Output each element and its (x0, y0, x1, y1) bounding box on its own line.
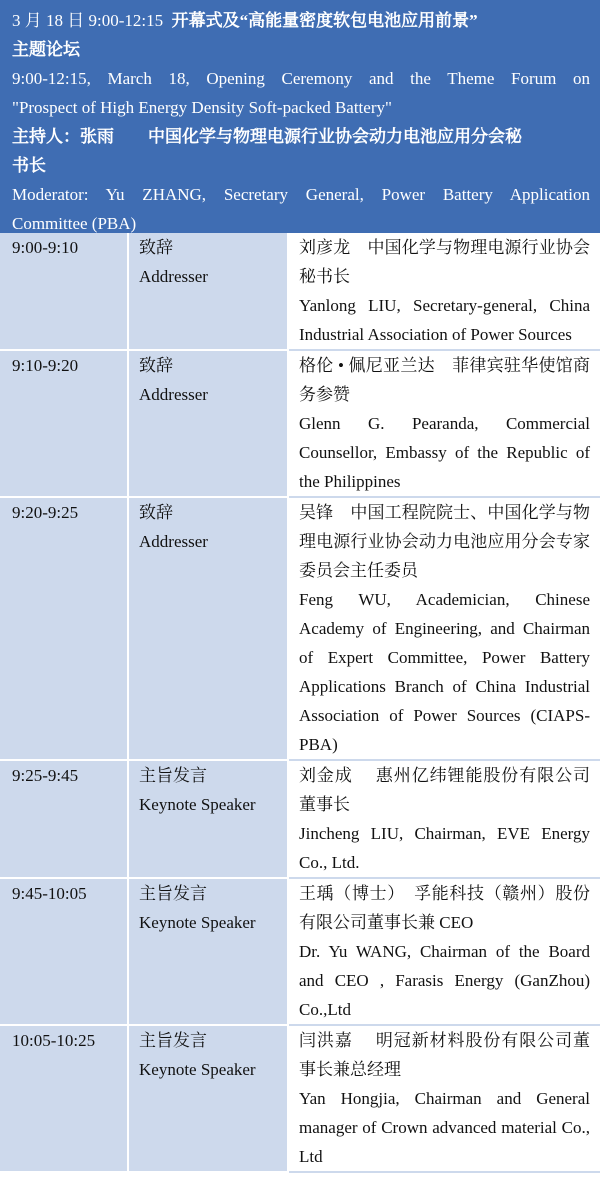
speaker-cn: 格伦 • 佩尼亚兰达 菲律宾驻华使馆商务参赞 (299, 356, 590, 404)
time-slot: 9:45-10:05 (0, 878, 128, 1025)
speaker-cell (288, 233, 600, 350)
role-cn: 致辞 (139, 503, 173, 522)
role-cell (128, 1025, 288, 1172)
speaker-cell (288, 878, 600, 1025)
agenda-row (0, 878, 600, 1025)
speaker-cell (288, 1025, 600, 1172)
session-header (0, 0, 600, 233)
role-en: Keynote Speaker (139, 1060, 256, 1079)
speaker-cell (288, 497, 600, 760)
role-cn: 致辞 (139, 356, 173, 375)
session-title-line-2: 主题论坛 (12, 40, 80, 59)
role-cn: 致辞 (139, 238, 173, 257)
role-cn: 主旨发言 (139, 884, 207, 903)
time-slot: 9:10-9:20 (0, 350, 128, 497)
agenda-row (0, 760, 600, 878)
speaker-cell (288, 760, 600, 878)
speaker-en: Yan Hongjia, Chairman and General manager of Crown advanced material Co., Ltd (299, 1089, 590, 1166)
role-cell (128, 878, 288, 1025)
role-cell (128, 497, 288, 760)
speaker-cell (288, 350, 600, 497)
agenda-row (0, 1025, 600, 1172)
role-en: Keynote Speaker (139, 913, 256, 932)
session-title-line-1 (12, 6, 590, 35)
session-date: 3 月 18 日 9:00-12:15 (12, 11, 164, 30)
agenda-row (0, 497, 600, 760)
role-cn: 主旨发言 (139, 1031, 207, 1050)
speaker-cn: 闫洪嘉 明冠新材料股份有限公司董事长兼总经理 (299, 1031, 590, 1079)
role-cn: 主旨发言 (139, 766, 207, 785)
speaker-en: Dr. Yu WANG, Chairman of the Board and CEO , Farasis Energy (GanZhou) Co.,Ltd (299, 942, 590, 1019)
moderator-cn-1: 主持人：张雨 中国化学与物理电源行业协会动力电池应用分会秘 (12, 127, 522, 146)
time-slot: 9:20-9:25 (0, 497, 128, 760)
role-cell (128, 350, 288, 497)
agenda-row (0, 350, 600, 497)
speaker-en: Glenn G. Pearanda, Commercial Counsellor, Embassy of the Republic of the Philippines (299, 414, 590, 491)
role-cell (128, 760, 288, 878)
agenda-table (0, 233, 600, 1173)
time-slot: 10:05-10:25 (0, 1025, 128, 1172)
agenda-row (0, 233, 600, 350)
speaker-cn: 刘彦龙 中国化学与物理电源行业协会秘书长 (299, 238, 590, 286)
speaker-cn: 吴锋 中国工程院院士、中国化学与物理电源行业协会动力电池应用分会专家委员会主任委员 (299, 503, 590, 580)
speaker-cn: 王瑀（博士） 孚能科技（赣州）股份有限公司董事长兼 CEO (299, 884, 590, 932)
moderator-en-1: Moderator: Yu ZHANG, Secretary General, Power Battery Application (12, 185, 590, 204)
speaker-en: Jincheng LIU, Chairman, EVE Energy Co., Ltd. (299, 824, 590, 872)
time-slot: 9:00-9:10 (0, 233, 128, 350)
moderator-en-2: Committee (PBA) (12, 214, 137, 233)
role-cell (128, 233, 288, 350)
moderator-cn-2: 书长 (12, 156, 46, 175)
session-title-cn: 开幕式及“高能量密度软包电池应用前景” (171, 11, 478, 30)
speaker-en: Feng WU, Academician, Chinese Academy of Engineering, and Chairman of Expert Committee, Power Battery Applications Branch of China Industrial Association of Power Sources (CIAPS-PBA) (299, 590, 590, 754)
role-en: Keynote Speaker (139, 795, 256, 814)
session-title-en-1: 9:00-12:15, March 18, Opening Ceremony and the Theme Forum on (12, 69, 590, 88)
speaker-cn: 刘金成 惠州亿纬锂能股份有限公司董事长 (299, 766, 590, 814)
session-title-en-2: "Prospect of High Energy Density Soft-packed Battery" (12, 98, 392, 117)
role-en: Addresser (139, 385, 208, 404)
role-en: Addresser (139, 532, 208, 551)
role-en: Addresser (139, 267, 208, 286)
speaker-en: Yanlong LIU, Secretary-general, China Industrial Association of Power Sources (299, 296, 590, 344)
time-slot: 9:25-9:45 (0, 760, 128, 878)
